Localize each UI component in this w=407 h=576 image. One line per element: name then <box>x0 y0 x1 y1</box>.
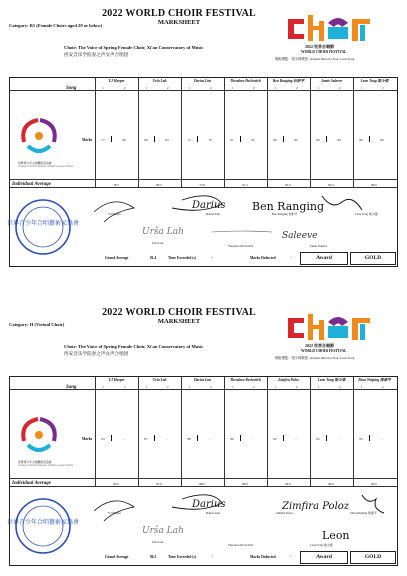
song-col-1: 1 <box>189 385 191 389</box>
judge-signatures <box>92 491 392 547</box>
song-col-2: 2 <box>253 385 255 389</box>
score-cell: 83 <box>165 138 169 142</box>
judge-header: Darius Lim <box>193 378 212 382</box>
marks-deducted-label: Marks Deducted <box>250 555 276 559</box>
score-cell: - <box>381 437 383 441</box>
song-col-2: 2 <box>296 86 298 90</box>
marks-table <box>6 376 398 566</box>
seal-text: 世界青少年合唱藝術家協會 <box>6 519 80 526</box>
average-cell: 87.0 <box>156 482 162 486</box>
choir-name-zh: 西安音乐学院春之声女声合唱团 <box>64 351 129 356</box>
average-cell: 93.0 <box>113 482 119 486</box>
signature-script: Darius <box>192 200 226 211</box>
score-cell: 87 <box>144 437 148 441</box>
score-cell: - <box>209 437 211 441</box>
signature-name: Y.J Harper <box>108 511 121 515</box>
song-col-2: 2 <box>124 385 126 389</box>
score-cell: 89 <box>230 437 234 441</box>
score-cell: 76 <box>208 138 212 142</box>
song-col-2: 2 <box>296 385 298 389</box>
association-name-zh: 世界青少年合唱藝術家協會 <box>18 162 52 165</box>
logo-text-en: WORLD CHOIR FESTIVAL <box>301 50 347 54</box>
association-badge <box>16 114 62 160</box>
grand-average-value: 86.3 <box>150 555 157 559</box>
time-exceeded-value: - <box>212 555 214 559</box>
association-name-en: GLOBAL YOUTH CHORAL ARTISTS ASSOCIATION <box>18 165 73 168</box>
signature-name: Darius Lim <box>206 212 220 216</box>
sig-divider <box>10 187 397 188</box>
judge-header: Theodora Pavlovitch <box>230 79 261 83</box>
judge-header: Y.J Harper <box>108 79 125 83</box>
grand-average-label: Grand Average <box>105 256 129 260</box>
sheet-title: 2022 WORLD CHOIR FESTIVAL <box>102 8 256 19</box>
judge-header: Urša Lah <box>152 79 167 83</box>
judge-header: Darius Lim <box>193 79 212 83</box>
choir-name-en: Choir: The Voice of Spring Female Choir, Xi'an Conservatory of Music <box>64 344 204 349</box>
logo-text-zh: 2022 世界合唱節 <box>305 44 334 49</box>
award-value: GOLD <box>364 255 382 261</box>
association-name-zh: 世界青少年合唱藝術家協會 <box>18 461 52 464</box>
score-mark <box>283 136 284 142</box>
marks-deducted-value: - <box>290 555 292 559</box>
score-cell: 89 <box>359 138 363 142</box>
signature-script: Darius <box>192 499 226 510</box>
signature-name: Theodora Pavlovitch <box>228 244 254 248</box>
score-cell: - <box>338 437 340 441</box>
avg-divider <box>10 179 397 180</box>
average-cell: 82.0 <box>328 482 334 486</box>
signature-name: Darius Lim <box>206 511 220 515</box>
logo-text-zh: 2022 世界合唱節 <box>305 343 334 348</box>
choir-name-zh: 西安音乐学院春之声女声合唱团 <box>64 52 129 57</box>
signature-name: Y.J Harper <box>108 212 121 216</box>
grand-average-label: Grand Average <box>105 555 129 559</box>
choir-name-en: Choir: The Voice of Spring Female Choir, Xi'an Conservatory of Music <box>64 45 204 50</box>
score-mark <box>283 435 284 441</box>
logo-text-en: WORLD CHOIR FESTIVAL <box>301 349 347 353</box>
average-cell: 82.0 <box>328 183 334 187</box>
score-mark <box>154 136 155 142</box>
song-col-1: 1 <box>232 86 234 90</box>
signature-name: Jamie Saleeve <box>310 244 328 248</box>
song-label: Song <box>66 385 77 390</box>
header-divider <box>10 389 397 390</box>
signature-script: Saleeve <box>282 231 318 241</box>
score-cell: 80 <box>144 138 148 142</box>
judge-header: Ben Ranging 杜彬平 <box>272 79 305 83</box>
score-cell: 88 <box>187 437 191 441</box>
association-seal <box>6 198 80 256</box>
song-col-2: 2 <box>253 86 255 90</box>
score-mark <box>111 435 112 441</box>
score-cell: 84 <box>337 138 341 142</box>
average-cell: 82.0 <box>285 482 291 486</box>
song-col-1: 1 <box>232 385 234 389</box>
judge-header: Jamie Saleeve <box>320 79 343 83</box>
sheet-subtitle: MARKSHEET <box>157 19 201 26</box>
song-col-2: 2 <box>339 86 341 90</box>
judge-header: Urša Lah <box>152 378 167 382</box>
average-cell: 89.0 <box>242 482 248 486</box>
marksheet-b1 <box>6 7 398 270</box>
score-mark <box>240 136 241 142</box>
song-col-1: 1 <box>275 86 277 90</box>
score-mark <box>111 136 112 142</box>
signature-name: Zhou Weiping 周偉平 <box>350 511 377 515</box>
song-label: Song <box>66 86 77 91</box>
signature-script: Leon <box>322 529 350 542</box>
score-cell: 82 <box>273 437 277 441</box>
score-mark <box>197 136 198 142</box>
marks-label: Marks <box>82 437 93 441</box>
signature-script: Urša Lah <box>142 227 184 237</box>
signature-name: Zimfira Poloz <box>276 511 293 515</box>
marks-deducted-value: - <box>290 256 292 260</box>
judge-header: Leon Tong 梁少偉 <box>360 79 389 83</box>
signature-name: Urša Lah <box>152 241 164 245</box>
choir-logo <box>286 312 374 344</box>
score-cell: 92 <box>251 138 255 142</box>
song-col-2: 2 <box>167 86 169 90</box>
judge-header: Zimfira Poloz <box>278 378 299 382</box>
average-cell: 78.5 <box>113 183 119 187</box>
song-col-1: 1 <box>318 86 320 90</box>
individual-average-label: Individual Average <box>12 481 52 486</box>
judge-signatures <box>92 192 392 248</box>
avg-divider <box>10 478 397 479</box>
score-cell: 82 <box>294 138 298 142</box>
logo-director: 藝術總監：梁少偉教授 | Artistic Director Prof. Leon Tong <box>275 57 355 61</box>
score-mark <box>326 435 327 441</box>
score-cell: - <box>166 437 168 441</box>
association-name-en: GLOBAL YOUTH CHORAL ARTISTS ASSOCIATION <box>18 464 73 467</box>
signature-name: Urša Lah <box>152 540 164 544</box>
score-cell: - <box>295 437 297 441</box>
summary-footer <box>10 252 397 266</box>
score-cell: 80 <box>122 138 126 142</box>
marks-table <box>6 77 398 267</box>
song-col-1: 1 <box>146 385 148 389</box>
average-cell: 91.5 <box>242 183 248 187</box>
average-cell: 73.8 <box>199 183 205 187</box>
award-value: GOLD <box>364 554 382 560</box>
signature-name: Leon Tong 梁少偉 <box>355 212 378 216</box>
average-cell: 81.0 <box>285 183 291 187</box>
song-col-2: 2 <box>382 86 384 90</box>
seal-text: 世界青少年合唱藝術家協會 <box>6 220 80 227</box>
marks-deducted-label: Marks Deducted <box>250 256 276 260</box>
time-exceeded-label: Time Exceeded (s) <box>168 555 197 559</box>
score-cell: 83 <box>359 437 363 441</box>
song-col-1: 1 <box>103 86 105 90</box>
song-col-2: 2 <box>339 385 341 389</box>
judge-header: Y.J Harper <box>108 378 125 382</box>
average-cell: 88.0 <box>199 482 205 486</box>
score-mark <box>369 136 370 142</box>
song-col-1: 1 <box>189 86 191 90</box>
judge-header: Zhou Weiping 周偉平 <box>358 378 391 382</box>
time-exceeded-label: Time Exceeded (s) <box>168 256 197 260</box>
score-cell: 72 <box>187 138 191 142</box>
time-exceeded-value: - <box>212 256 214 260</box>
score-mark <box>369 435 370 441</box>
summary-footer <box>10 551 397 565</box>
sheet-subtitle: MARKSHEET <box>157 318 201 325</box>
score-cell: - <box>252 437 254 441</box>
average-cell: 83.0 <box>371 482 377 486</box>
sig-divider <box>10 486 397 487</box>
signature-script: Ben Ranging <box>252 200 325 213</box>
score-cell: 82 <box>316 437 320 441</box>
average-cell: 80.5 <box>156 183 162 187</box>
signature-name: Ben Ranging 杜彬平 <box>272 212 298 216</box>
header-divider <box>10 90 397 91</box>
association-seal <box>6 497 80 555</box>
signature-name: Leon Tong 梁少偉 <box>310 543 333 547</box>
signature-name: Theodora Pavlovitch <box>228 543 254 547</box>
song-col-2: 2 <box>210 86 212 90</box>
individual-average-label: Individual Average <box>12 182 52 187</box>
marks-label: Marks <box>82 138 93 142</box>
judge-header: Leon Tong 梁少偉 <box>317 378 346 382</box>
song-col-1: 1 <box>103 385 105 389</box>
song-col-1: 1 <box>361 86 363 90</box>
signature-script: Zimfira Poloz <box>282 501 350 512</box>
logo-director: 藝術總監：梁少偉教授 | Artistic Director Prof. Leon Tong <box>275 356 355 360</box>
marksheet-h <box>6 306 398 569</box>
song-col-2: 2 <box>124 86 126 90</box>
score-mark <box>240 435 241 441</box>
category-label: Category: H (Virtual Choir) <box>9 322 65 327</box>
score-cell: 89 <box>380 138 384 142</box>
score-cell: 77 <box>101 138 105 142</box>
song-col-1: 1 <box>146 86 148 90</box>
category-label: Category: B1 (Female Choirs aged 29 or below) <box>9 23 103 28</box>
score-cell: 80 <box>316 138 320 142</box>
score-mark <box>197 435 198 441</box>
score-cell: 80 <box>273 138 277 142</box>
song-col-1: 1 <box>361 385 363 389</box>
score-mark <box>326 136 327 142</box>
sheet-title: 2022 WORLD CHOIR FESTIVAL <box>102 307 256 318</box>
song-col-1: 1 <box>275 385 277 389</box>
score-cell: - <box>123 437 125 441</box>
score-cell: 91 <box>230 138 234 142</box>
grand-average-value: 81.4 <box>150 256 157 260</box>
song-col-1: 1 <box>318 385 320 389</box>
average-cell: 89.0 <box>371 183 377 187</box>
song-col-2: 2 <box>210 385 212 389</box>
score-mark <box>154 435 155 441</box>
signature-script: Urša Lah <box>142 526 184 536</box>
song-col-2: 2 <box>382 385 384 389</box>
award-label: Award <box>316 255 332 261</box>
song-col-2: 2 <box>167 385 169 389</box>
association-badge <box>16 413 62 459</box>
award-label: Award <box>316 554 332 560</box>
choir-logo <box>286 13 374 45</box>
score-cell: 93 <box>101 437 105 441</box>
judge-header: Theodora Pavlovitch <box>230 378 261 382</box>
